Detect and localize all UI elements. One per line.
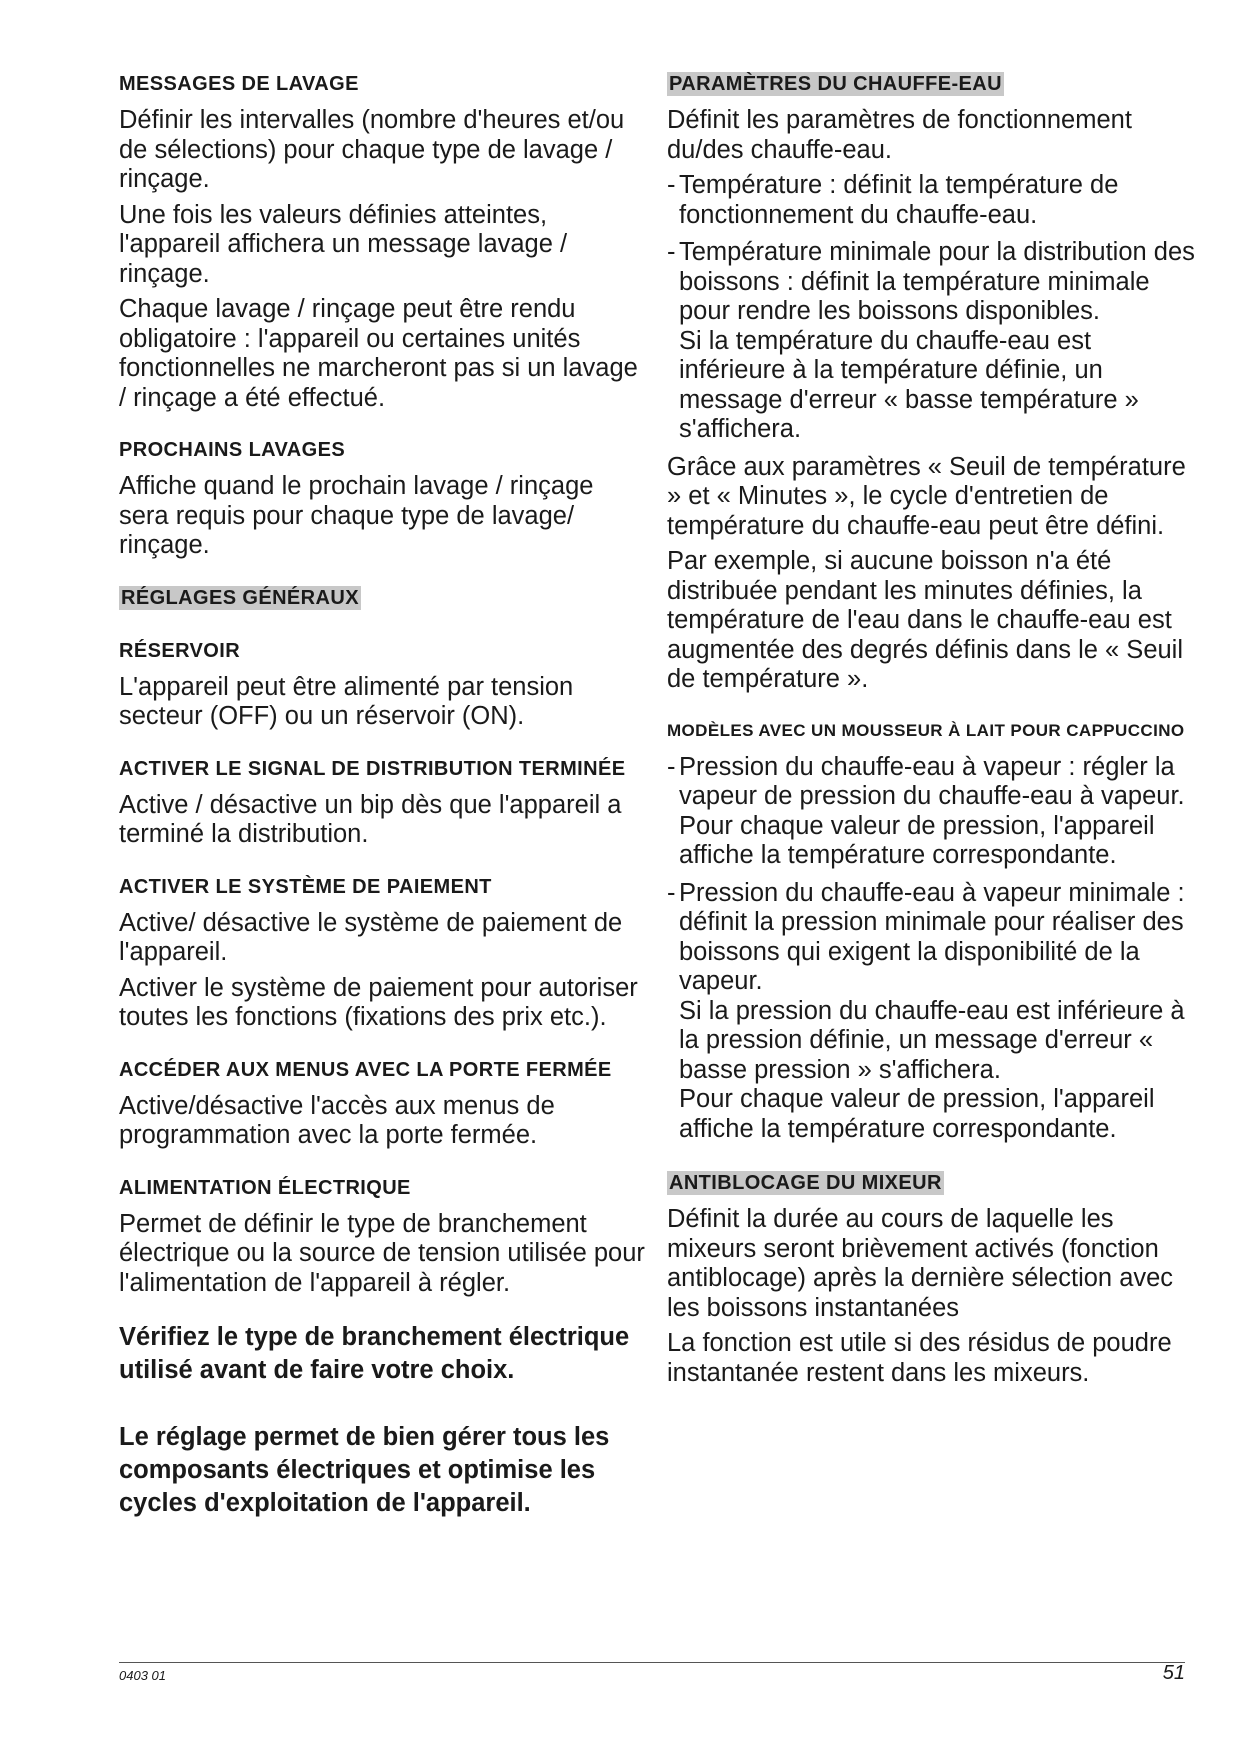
highlighted-heading: ANTIBLOCAGE DU MIXEUR bbox=[669, 1172, 942, 1194]
highlighted-heading: PARAMÈTRES DU CHAUFFE-EAU bbox=[669, 73, 1002, 95]
paragraph: Par exemple, si aucune boisson n'a été distribuée pendant les minutes définies, la température de l'eau dans le chauffe-eau est augmentée des degrés définis dans le « Seuil de température ». bbox=[667, 547, 1184, 693]
heading-reservoir: RÉSERVOIR bbox=[119, 639, 241, 662]
warning-note: Vérifiez le type de branchement électrique utilisé avant de faire votre choix. bbox=[119, 1323, 630, 1384]
section-heading-antiblocage bbox=[667, 1169, 1199, 1197]
paragraph: Définir les intervalles (nombre d'heures et/ou de sélections) pour chaque type de lavage / rinçage. bbox=[119, 106, 625, 193]
heading-alimentation: ALIMENTATION ÉLECTRIQUE bbox=[119, 1176, 411, 1199]
list-item: - Pression du chauffe-eau à vapeur minimale : définit la pression minimale pour réaliser des boissons qui exigent la disponibilité de la vapeur. Si la pression du chauffe-eau est inférieure à la pression définie, un message d'erreur « basse pression » s'affichera. Pour chaque valeur de pression, l'appareil affiche la température correspondante. bbox=[667, 878, 1185, 1143]
list-item: - Température minimale pour la distribution des boissons : définit la température minimale pour rendre les boissons disponibles. Si la température du chauffe-eau est inférieure à la température définie, un message d'erreur « basse température » s'affichera. bbox=[667, 238, 1195, 443]
paragraph: Active/ désactive le système de paiement de l'appareil. bbox=[119, 908, 623, 966]
paragraph: Active / désactive un bip dès que l'appareil a terminé la distribution. bbox=[119, 790, 622, 848]
list-item: - Pression du chauffe-eau à vapeur : régler la vapeur de pression du chauffe-eau à vapeur. Pour chaque valeur de pression, l'appareil affiche la température correspondante. bbox=[667, 752, 1185, 869]
right-column bbox=[667, 70, 1199, 1394]
highlighted-heading: RÉGLAGES GÉNÉRAUX bbox=[121, 586, 359, 609]
section-heading-chauffe-eau bbox=[667, 70, 1199, 98]
left-column bbox=[119, 70, 649, 1520]
paragraph: Permet de définir le type de branchement électrique ou la source de tension utilisée pour l'alimentation de l'appareil à régler. bbox=[119, 1209, 645, 1297]
section-heading-reglages-generaux bbox=[119, 584, 649, 612]
heading-acceder-menus: ACCÉDER AUX MENUS AVEC LA PORTE FERMÉE bbox=[119, 1058, 612, 1081]
paragraph: Affiche quand le prochain lavage / rinçage sera requis pour chaque type de lavage/ rinçage. bbox=[119, 472, 594, 559]
list-item: - Température : définit la température de fonctionnement du chauffe-eau. bbox=[667, 171, 1119, 229]
paragraph: Une fois les valeurs définies atteintes, l'appareil affichera un message lavage / rinçage. bbox=[119, 200, 568, 288]
paragraph: Définit la durée au cours de laquelle les mixeurs seront brièvement activés (fonction antiblocage) après la dernière sélection avec les boissons instantanées bbox=[667, 1205, 1174, 1322]
heading-modeles-mousseur: MODÈLES AVEC UN MOUSSEUR À LAIT POUR CAPPUCCINO bbox=[667, 720, 1185, 740]
footer-divider bbox=[119, 1662, 1185, 1663]
paragraph: Chaque lavage / rinçage peut être rendu obligatoire : l'appareil ou certaines unités fonctionnelles ne marcheront pas si un lavage / rinçage a été effectué. bbox=[119, 295, 638, 412]
heading-systeme-paiement: ACTIVER LE SYSTÈME DE PAIEMENT bbox=[119, 875, 492, 898]
document-code: 0403 01 bbox=[119, 1668, 166, 1683]
paragraph: Grâce aux paramètres « Seuil de température » et « Minutes », le cycle d'entretien de température du chauffe-eau peut être défini. bbox=[667, 452, 1186, 540]
paragraph: Définit les paramètres de fonctionnement du/des chauffe-eau. bbox=[667, 106, 1132, 164]
paragraph: Active/désactive l'accès aux menus de programmation avec la porte fermée. bbox=[119, 1091, 555, 1149]
paragraph: La fonction est utile si des résidus de poudre instantanée restent dans les mixeurs. bbox=[667, 1329, 1172, 1387]
paragraph: L'appareil peut être alimenté par tension secteur (OFF) ou un réservoir (ON). bbox=[119, 672, 574, 730]
info-note: Le réglage permet de bien gérer tous les composants électriques et optimise les cycles d'exploitation de l'appareil. bbox=[119, 1423, 610, 1517]
paragraph: Activer le système de paiement pour autoriser toutes les fonctions (fixations des prix etc.). bbox=[119, 973, 638, 1031]
heading-messages-lavage: MESSAGES DE LAVAGE bbox=[119, 73, 359, 95]
page-number: 51 bbox=[1162, 1662, 1185, 1684]
heading-prochains-lavages: PROCHAINS LAVAGES bbox=[119, 439, 346, 461]
heading-signal-distribution: ACTIVER LE SIGNAL DE DISTRIBUTION TERMINÉE bbox=[119, 757, 626, 780]
